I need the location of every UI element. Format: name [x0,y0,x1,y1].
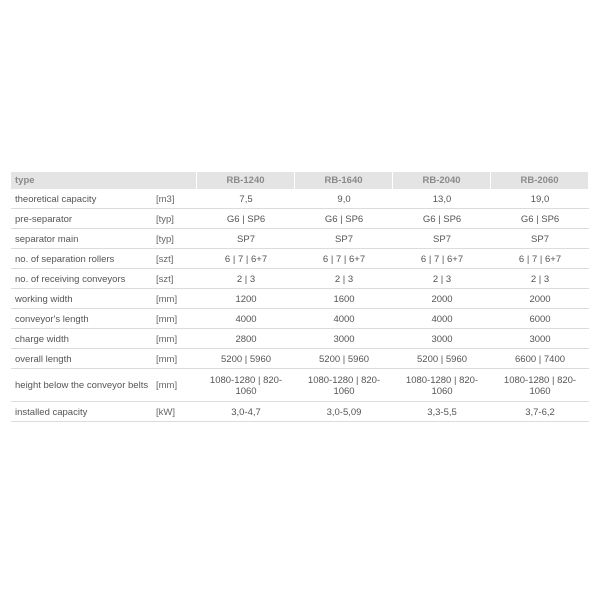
row-label: no. of separation rollers [11,250,153,269]
row-label: overall length [11,350,153,369]
cell-value: SP7 [393,230,491,249]
row-label: separator main [11,230,153,249]
spec-table [11,171,589,423]
cell-value: 5200 | 5960 [393,350,491,369]
row-unit: [szt] [153,250,197,269]
row-label: working width [11,290,153,309]
cell-value: G6 | SP6 [197,210,295,229]
row-unit: [mm] [153,290,197,309]
cell-value: 6 | 7 | 6+7 [491,250,589,269]
cell-value: 6 | 7 | 6+7 [295,250,393,269]
cell-value: 1080-1280 | 820-1060 [491,370,589,402]
cell-value: G6 | SP6 [295,210,393,229]
cell-value: 2000 [393,290,491,309]
cell-value: SP7 [197,230,295,249]
cell-value: 3000 [393,330,491,349]
row-unit: [mm] [153,310,197,329]
cell-value: 1080-1280 | 820-1060 [393,370,491,402]
cell-value: SP7 [295,230,393,249]
cell-value: 4000 [197,310,295,329]
table-row [11,270,589,289]
cell-value: 9,0 [295,190,393,209]
row-label: height below the conveyor belts [11,370,153,402]
table-row [11,310,589,329]
row-label: charge width [11,330,153,349]
table-row [11,290,589,309]
cell-value: 5200 | 5960 [295,350,393,369]
cell-value: 2 | 3 [295,270,393,289]
cell-value: 5200 | 5960 [197,350,295,369]
cell-value: 2800 [197,330,295,349]
header-model: RB-2040 [393,172,491,189]
cell-value: 3,0-5,09 [295,403,393,422]
cell-value: 4000 [393,310,491,329]
row-label: conveyor's length [11,310,153,329]
cell-value: G6 | SP6 [491,210,589,229]
row-unit: [mm] [153,350,197,369]
table-row [11,350,589,369]
row-unit: [szt] [153,270,197,289]
cell-value: 2 | 3 [393,270,491,289]
row-label: theoretical capacity [11,190,153,209]
row-unit: [typ] [153,210,197,229]
table-row [11,403,589,422]
cell-value: G6 | SP6 [393,210,491,229]
row-unit: [m3] [153,190,197,209]
row-label: no. of receiving conveyors [11,270,153,289]
table-row [11,330,589,349]
cell-value: 6000 [491,310,589,329]
table-row [11,230,589,249]
cell-value: SP7 [491,230,589,249]
row-unit: [mm] [153,330,197,349]
row-unit: [kW] [153,403,197,422]
header-type: type [11,172,197,189]
cell-value: 3,3-5,5 [393,403,491,422]
cell-value: 6600 | 7400 [491,350,589,369]
cell-value: 2000 [491,290,589,309]
header-model: RB-1640 [295,172,393,189]
cell-value: 6 | 7 | 6+7 [393,250,491,269]
row-unit: [mm] [153,370,197,402]
cell-value: 6 | 7 | 6+7 [197,250,295,269]
cell-value: 1080-1280 | 820-1060 [197,370,295,402]
cell-value: 19,0 [491,190,589,209]
row-unit: [typ] [153,230,197,249]
cell-value: 4000 [295,310,393,329]
cell-value: 2 | 3 [197,270,295,289]
table-row [11,370,589,402]
cell-value: 7,5 [197,190,295,209]
cell-value: 3,0-4,7 [197,403,295,422]
header-model: RB-2060 [491,172,589,189]
table-row [11,210,589,229]
row-label: pre-separator [11,210,153,229]
table-row [11,190,589,209]
cell-value: 2 | 3 [491,270,589,289]
cell-value: 3000 [491,330,589,349]
row-label: installed capacity [11,403,153,422]
table-header-row [11,172,589,189]
table-row [11,250,589,269]
cell-value: 3000 [295,330,393,349]
cell-value: 3,7-6,2 [491,403,589,422]
cell-value: 1600 [295,290,393,309]
cell-value: 1080-1280 | 820-1060 [295,370,393,402]
cell-value: 13,0 [393,190,491,209]
cell-value: 1200 [197,290,295,309]
header-model: RB-1240 [197,172,295,189]
